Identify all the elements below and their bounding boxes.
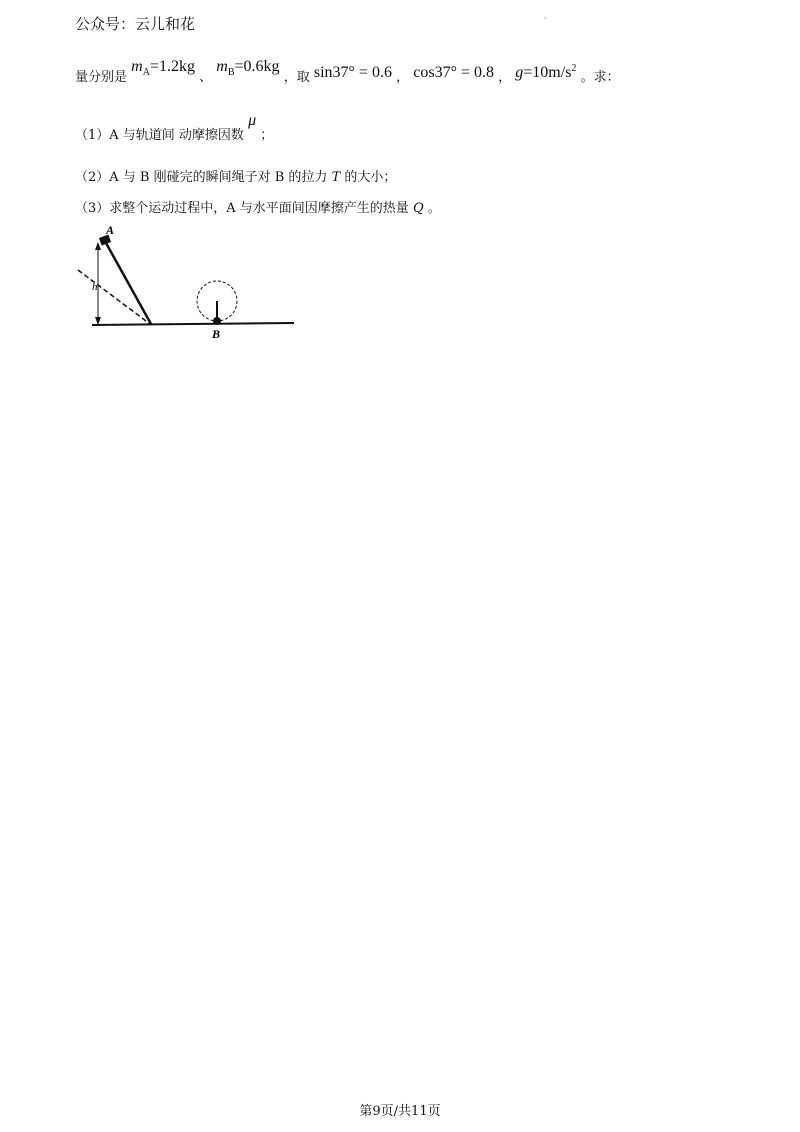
label-h: h: [92, 281, 98, 293]
question-text: （3）求整个运动过程中，A 与水平面间因摩擦产生的热量: [75, 201, 409, 216]
take-text: ，取: [283, 70, 310, 85]
label-a: A: [106, 223, 115, 237]
separator: 、: [199, 70, 213, 85]
intro-prefix: 量分别是: [75, 70, 128, 85]
label-b: B: [212, 327, 221, 341]
question-tail: 的大小；: [344, 170, 397, 185]
cos-value: cos37° = 0.8: [413, 64, 494, 81]
question-text: （1）A 与轨道间 动摩擦因数: [75, 128, 244, 143]
ground-line: [92, 323, 294, 325]
page-header: 公众号：云儿和花: [75, 15, 196, 33]
mass-b: $m_B=0.6kg$: [216, 58, 280, 78]
dashed-reference-line: [78, 270, 150, 324]
comma: ，: [396, 70, 410, 85]
mass-a: $m_A=1.2kg$: [131, 58, 195, 78]
gravity-value: $g=10m/s^2$: [515, 63, 577, 81]
question-text: （2）A 与 B 刚碰完的瞬间绳子对 B 的拉力: [75, 170, 328, 185]
mu-symbol: μ: [248, 112, 257, 129]
question-tail: 。: [427, 201, 441, 216]
ball-b: [213, 317, 221, 325]
heat-symbol: Q: [412, 201, 424, 216]
sin-value: sin37° = 0.6: [313, 64, 392, 81]
stray-mark: ·: [544, 14, 547, 23]
incline-track: [106, 243, 151, 324]
height-arrow-head-top: [95, 242, 101, 250]
question-tail: ；: [260, 128, 274, 143]
tension-symbol: T: [331, 170, 341, 185]
comma: ，: [498, 70, 512, 85]
intro-suffix: 。求：: [580, 70, 620, 85]
page-footer: 第9页/共11页: [359, 1104, 441, 1119]
height-arrow-head-bottom: [95, 317, 101, 325]
